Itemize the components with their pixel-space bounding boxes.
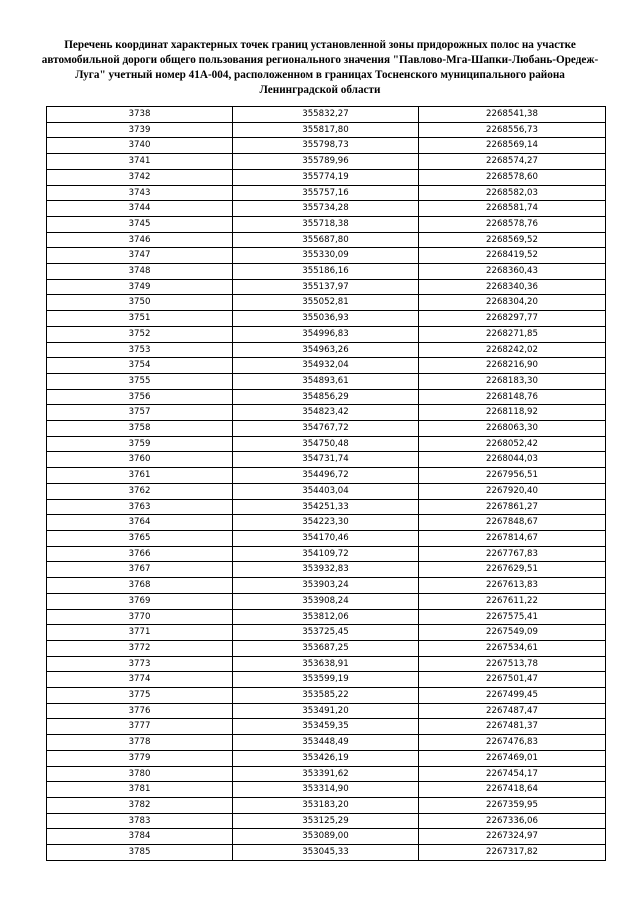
x-coordinate-cell: 355330,09 bbox=[233, 248, 419, 264]
y-coordinate-cell: 2268216,90 bbox=[419, 358, 606, 374]
y-coordinate-cell: 2268569,14 bbox=[419, 138, 606, 154]
y-coordinate-cell: 2268581,74 bbox=[419, 201, 606, 217]
x-coordinate-cell: 354893,61 bbox=[233, 373, 419, 389]
point-number-cell: 3785 bbox=[47, 845, 233, 861]
x-coordinate-cell: 354223,30 bbox=[233, 515, 419, 531]
table-row bbox=[47, 232, 606, 248]
y-coordinate-cell: 2267767,83 bbox=[419, 546, 606, 562]
y-coordinate-cell: 2267956,51 bbox=[419, 468, 606, 484]
x-coordinate-cell: 354251,33 bbox=[233, 499, 419, 515]
x-coordinate-cell: 353687,25 bbox=[233, 640, 419, 656]
point-number-cell: 3754 bbox=[47, 358, 233, 374]
table-row bbox=[47, 688, 606, 704]
x-coordinate-cell: 355798,73 bbox=[233, 138, 419, 154]
y-coordinate-cell: 2268118,92 bbox=[419, 405, 606, 421]
y-coordinate-cell: 2268360,43 bbox=[419, 264, 606, 280]
point-number-cell: 3769 bbox=[47, 593, 233, 609]
table-row bbox=[47, 797, 606, 813]
y-coordinate-cell: 2267534,61 bbox=[419, 640, 606, 656]
point-number-cell: 3771 bbox=[47, 625, 233, 641]
x-coordinate-cell: 354767,72 bbox=[233, 421, 419, 437]
table-row bbox=[47, 154, 606, 170]
table-row bbox=[47, 829, 606, 845]
point-number-cell: 3763 bbox=[47, 499, 233, 515]
y-coordinate-cell: 2267476,83 bbox=[419, 735, 606, 751]
point-number-cell: 3775 bbox=[47, 688, 233, 704]
point-number-cell: 3755 bbox=[47, 373, 233, 389]
point-number-cell: 3748 bbox=[47, 264, 233, 280]
table-row bbox=[47, 405, 606, 421]
y-coordinate-cell: 2268574,27 bbox=[419, 154, 606, 170]
point-number-cell: 3739 bbox=[47, 122, 233, 138]
x-coordinate-cell: 355186,16 bbox=[233, 264, 419, 280]
y-coordinate-cell: 2267501,47 bbox=[419, 672, 606, 688]
table-row bbox=[47, 609, 606, 625]
x-coordinate-cell: 353585,22 bbox=[233, 688, 419, 704]
x-coordinate-cell: 354963,26 bbox=[233, 342, 419, 358]
y-coordinate-cell: 2268304,20 bbox=[419, 295, 606, 311]
point-number-cell: 3761 bbox=[47, 468, 233, 484]
x-coordinate-cell: 355774,19 bbox=[233, 169, 419, 185]
x-coordinate-cell: 354750,48 bbox=[233, 436, 419, 452]
x-coordinate-cell: 353903,24 bbox=[233, 578, 419, 594]
table-row bbox=[47, 750, 606, 766]
point-number-cell: 3774 bbox=[47, 672, 233, 688]
x-coordinate-cell: 355789,96 bbox=[233, 154, 419, 170]
x-coordinate-cell: 354109,72 bbox=[233, 546, 419, 562]
table-row bbox=[47, 625, 606, 641]
table-row bbox=[47, 342, 606, 358]
x-coordinate-cell: 355052,81 bbox=[233, 295, 419, 311]
table-row bbox=[47, 216, 606, 232]
table-row bbox=[47, 593, 606, 609]
coordinates-table-body bbox=[47, 107, 606, 861]
x-coordinate-cell: 353812,06 bbox=[233, 609, 419, 625]
y-coordinate-cell: 2267469,01 bbox=[419, 750, 606, 766]
y-coordinate-cell: 2267499,45 bbox=[419, 688, 606, 704]
point-number-cell: 3766 bbox=[47, 546, 233, 562]
y-coordinate-cell: 2267920,40 bbox=[419, 483, 606, 499]
table-row bbox=[47, 530, 606, 546]
y-coordinate-cell: 2267861,27 bbox=[419, 499, 606, 515]
y-coordinate-cell: 2267324,97 bbox=[419, 829, 606, 845]
x-coordinate-cell: 354731,74 bbox=[233, 452, 419, 468]
table-row bbox=[47, 436, 606, 452]
point-number-cell: 3779 bbox=[47, 750, 233, 766]
point-number-cell: 3770 bbox=[47, 609, 233, 625]
y-coordinate-cell: 2268183,30 bbox=[419, 373, 606, 389]
point-number-cell: 3749 bbox=[47, 279, 233, 295]
point-number-cell: 3740 bbox=[47, 138, 233, 154]
point-number-cell: 3756 bbox=[47, 389, 233, 405]
point-number-cell: 3773 bbox=[47, 656, 233, 672]
table-row bbox=[47, 735, 606, 751]
point-number-cell: 3772 bbox=[47, 640, 233, 656]
y-coordinate-cell: 2267613,83 bbox=[419, 578, 606, 594]
point-number-cell: 3780 bbox=[47, 766, 233, 782]
table-row bbox=[47, 703, 606, 719]
x-coordinate-cell: 355832,27 bbox=[233, 107, 419, 123]
y-coordinate-cell: 2268582,03 bbox=[419, 185, 606, 201]
x-coordinate-cell: 354823,42 bbox=[233, 405, 419, 421]
table-row bbox=[47, 248, 606, 264]
point-number-cell: 3758 bbox=[47, 421, 233, 437]
point-number-cell: 3778 bbox=[47, 735, 233, 751]
table-row bbox=[47, 358, 606, 374]
y-coordinate-cell: 2267336,06 bbox=[419, 813, 606, 829]
y-coordinate-cell: 2267359,95 bbox=[419, 797, 606, 813]
point-number-cell: 3764 bbox=[47, 515, 233, 531]
y-coordinate-cell: 2268242,02 bbox=[419, 342, 606, 358]
y-coordinate-cell: 2268063,30 bbox=[419, 421, 606, 437]
point-number-cell: 3782 bbox=[47, 797, 233, 813]
table-row bbox=[47, 640, 606, 656]
x-coordinate-cell: 354170,46 bbox=[233, 530, 419, 546]
table-row bbox=[47, 562, 606, 578]
point-number-cell: 3781 bbox=[47, 782, 233, 798]
x-coordinate-cell: 354932,04 bbox=[233, 358, 419, 374]
y-coordinate-cell: 2268541,38 bbox=[419, 107, 606, 123]
y-coordinate-cell: 2268297,77 bbox=[419, 311, 606, 327]
x-coordinate-cell: 353045,33 bbox=[233, 845, 419, 861]
x-coordinate-cell: 353932,83 bbox=[233, 562, 419, 578]
point-number-cell: 3750 bbox=[47, 295, 233, 311]
table-row bbox=[47, 295, 606, 311]
y-coordinate-cell: 2268419,52 bbox=[419, 248, 606, 264]
x-coordinate-cell: 353638,91 bbox=[233, 656, 419, 672]
point-number-cell: 3752 bbox=[47, 326, 233, 342]
point-number-cell: 3742 bbox=[47, 169, 233, 185]
y-coordinate-cell: 2267549,09 bbox=[419, 625, 606, 641]
page-title: Перечень координат характерных точек границ установленной зоны придорожных полос на участке автомобильной дороги общего пользования регионального значения "Павлово-Мга-Шапки-Любань-Оредеж-Луга" учетный номер 41А-004, расположенном в границах Тосненского муниципального района Ленинградской области bbox=[41, 39, 599, 96]
point-number-cell: 3784 bbox=[47, 829, 233, 845]
x-coordinate-cell: 353183,20 bbox=[233, 797, 419, 813]
table-row bbox=[47, 499, 606, 515]
point-number-cell: 3757 bbox=[47, 405, 233, 421]
table-row bbox=[47, 373, 606, 389]
y-coordinate-cell: 2267629,51 bbox=[419, 562, 606, 578]
table-row bbox=[47, 311, 606, 327]
y-coordinate-cell: 2267454,17 bbox=[419, 766, 606, 782]
x-coordinate-cell: 353908,24 bbox=[233, 593, 419, 609]
x-coordinate-cell: 355817,80 bbox=[233, 122, 419, 138]
point-number-cell: 3760 bbox=[47, 452, 233, 468]
y-coordinate-cell: 2267317,82 bbox=[419, 845, 606, 861]
y-coordinate-cell: 2267481,37 bbox=[419, 719, 606, 735]
table-row bbox=[47, 515, 606, 531]
table-row bbox=[47, 672, 606, 688]
x-coordinate-cell: 355036,93 bbox=[233, 311, 419, 327]
x-coordinate-cell: 355718,38 bbox=[233, 216, 419, 232]
point-number-cell: 3744 bbox=[47, 201, 233, 217]
x-coordinate-cell: 354496,72 bbox=[233, 468, 419, 484]
x-coordinate-cell: 353426,19 bbox=[233, 750, 419, 766]
point-number-cell: 3753 bbox=[47, 342, 233, 358]
x-coordinate-cell: 353391,62 bbox=[233, 766, 419, 782]
y-coordinate-cell: 2268052,42 bbox=[419, 436, 606, 452]
table-row bbox=[47, 279, 606, 295]
table-row bbox=[47, 719, 606, 735]
point-number-cell: 3751 bbox=[47, 311, 233, 327]
table-row bbox=[47, 546, 606, 562]
point-number-cell: 3776 bbox=[47, 703, 233, 719]
table-row bbox=[47, 326, 606, 342]
x-coordinate-cell: 353448,49 bbox=[233, 735, 419, 751]
table-row bbox=[47, 264, 606, 280]
x-coordinate-cell: 354856,29 bbox=[233, 389, 419, 405]
x-coordinate-cell: 355757,16 bbox=[233, 185, 419, 201]
x-coordinate-cell: 354403,04 bbox=[233, 483, 419, 499]
point-number-cell: 3777 bbox=[47, 719, 233, 735]
y-coordinate-cell: 2267575,41 bbox=[419, 609, 606, 625]
y-coordinate-cell: 2268569,52 bbox=[419, 232, 606, 248]
point-number-cell: 3768 bbox=[47, 578, 233, 594]
x-coordinate-cell: 354996,83 bbox=[233, 326, 419, 342]
table-row bbox=[47, 122, 606, 138]
x-coordinate-cell: 355137,97 bbox=[233, 279, 419, 295]
table-row bbox=[47, 813, 606, 829]
coordinates-table bbox=[46, 106, 606, 861]
table-row bbox=[47, 452, 606, 468]
x-coordinate-cell: 353459,35 bbox=[233, 719, 419, 735]
y-coordinate-cell: 2268044,03 bbox=[419, 452, 606, 468]
table-row bbox=[47, 389, 606, 405]
point-number-cell: 3765 bbox=[47, 530, 233, 546]
x-coordinate-cell: 353125,29 bbox=[233, 813, 419, 829]
y-coordinate-cell: 2267611,22 bbox=[419, 593, 606, 609]
table-row bbox=[47, 169, 606, 185]
y-coordinate-cell: 2268271,85 bbox=[419, 326, 606, 342]
x-coordinate-cell: 355687,80 bbox=[233, 232, 419, 248]
point-number-cell: 3759 bbox=[47, 436, 233, 452]
y-coordinate-cell: 2267513,78 bbox=[419, 656, 606, 672]
table-row bbox=[47, 421, 606, 437]
y-coordinate-cell: 2268148,76 bbox=[419, 389, 606, 405]
table-row bbox=[47, 782, 606, 798]
table-row bbox=[47, 468, 606, 484]
table-row bbox=[47, 656, 606, 672]
point-number-cell: 3762 bbox=[47, 483, 233, 499]
x-coordinate-cell: 353089,00 bbox=[233, 829, 419, 845]
y-coordinate-cell: 2267814,67 bbox=[419, 530, 606, 546]
y-coordinate-cell: 2267487,47 bbox=[419, 703, 606, 719]
y-coordinate-cell: 2268578,76 bbox=[419, 216, 606, 232]
table-row bbox=[47, 766, 606, 782]
x-coordinate-cell: 355734,28 bbox=[233, 201, 419, 217]
table-row bbox=[47, 185, 606, 201]
x-coordinate-cell: 353491,20 bbox=[233, 703, 419, 719]
point-number-cell: 3783 bbox=[47, 813, 233, 829]
point-number-cell: 3767 bbox=[47, 562, 233, 578]
y-coordinate-cell: 2267418,64 bbox=[419, 782, 606, 798]
y-coordinate-cell: 2268340,36 bbox=[419, 279, 606, 295]
table-row bbox=[47, 483, 606, 499]
point-number-cell: 3745 bbox=[47, 216, 233, 232]
table-row bbox=[47, 107, 606, 123]
x-coordinate-cell: 353725,45 bbox=[233, 625, 419, 641]
y-coordinate-cell: 2268556,73 bbox=[419, 122, 606, 138]
x-coordinate-cell: 353314,90 bbox=[233, 782, 419, 798]
x-coordinate-cell: 353599,19 bbox=[233, 672, 419, 688]
point-number-cell: 3746 bbox=[47, 232, 233, 248]
table-row bbox=[47, 201, 606, 217]
point-number-cell: 3743 bbox=[47, 185, 233, 201]
y-coordinate-cell: 2267848,67 bbox=[419, 515, 606, 531]
point-number-cell: 3747 bbox=[47, 248, 233, 264]
point-number-cell: 3741 bbox=[47, 154, 233, 170]
table-row bbox=[47, 578, 606, 594]
y-coordinate-cell: 2268578,60 bbox=[419, 169, 606, 185]
table-row bbox=[47, 138, 606, 154]
table-row bbox=[47, 845, 606, 861]
point-number-cell: 3738 bbox=[47, 107, 233, 123]
